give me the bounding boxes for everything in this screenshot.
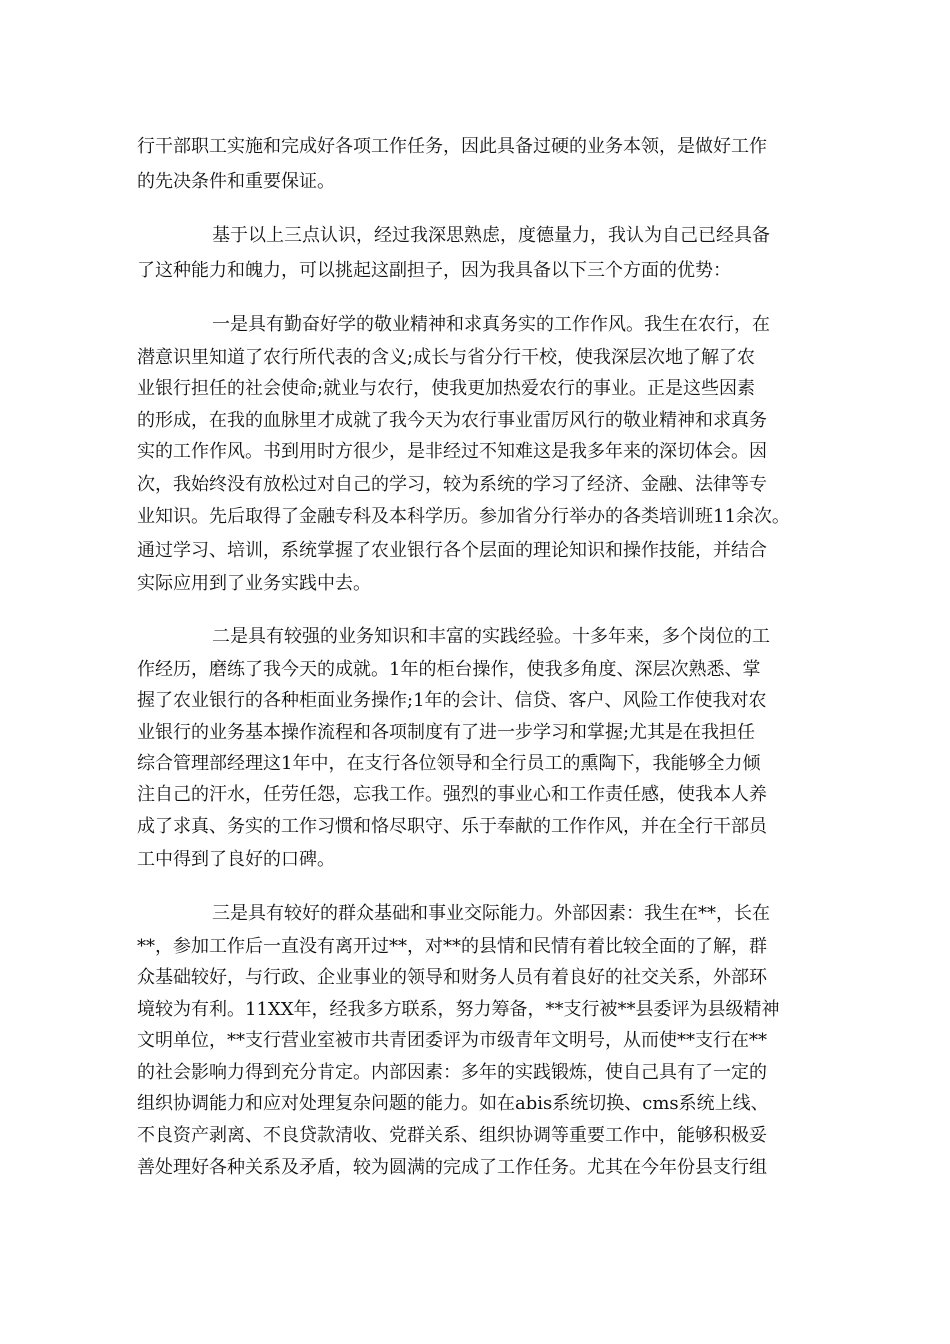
- paragraph-3-line-5: 实的工作作风。书到用时方很少，是非经过不知难这是我多年来的深切体会。因: [137, 441, 767, 462]
- paragraph-4-line-1: 二是具有较强的业务知识和丰富的实践经验。十多年来，多个岗位的工: [212, 626, 770, 647]
- paragraph-3-line-7: 业知识。先后取得了金融专科及本科学历。参加省分行举办的各类培训班11余次。: [137, 506, 790, 527]
- paragraph-4-line-6: 注自己的汗水，任劳任怨，忘我工作。强烈的事业心和工作责任感，使我本人养: [137, 784, 767, 805]
- paragraph-1-line-2: 的先决条件和重要保证。: [137, 171, 335, 192]
- paragraph-3-line-3: 业银行担任的社会使命;就业与农行，使我更加热爱农行的事业。正是这些因素: [137, 378, 756, 399]
- paragraph-3-line-8: 通过学习、培训，系统掌握了农业银行各个层面的理论知识和操作技能，并结合: [137, 540, 767, 561]
- paragraph-4-line-2: 作经历，磨练了我今天的成就。1年的柜台操作，使我多角度、深层次熟悉、掌: [137, 659, 761, 680]
- paragraph-4-line-7: 成了求真、务实的工作习惯和恪尽职守、乐于奉献的工作作风，并在全行干部员: [137, 816, 767, 837]
- paragraph-2-line-1: 基于以上三点认识，经过我深思熟虑，度德量力，我认为自己已经具备: [212, 225, 770, 246]
- paragraph-4-line-5: 综合管理部经理这1年中，在支行各位领导和全行员工的熏陶下，我能够全力倾: [137, 753, 761, 774]
- paragraph-4-line-8: 工中得到了良好的口碑。: [137, 849, 335, 870]
- paragraph-5-line-8: 不良资产剥离、不良贷款清收、党群关系、组织协调等重要工作中，能够积极妥: [137, 1125, 767, 1146]
- paragraph-3-line-4: 的形成，在我的血脉里才成就了我今天为农行事业雷厉风行的敬业精神和求真务: [137, 410, 767, 431]
- paragraph-3-line-2: 潜意识里知道了农行所代表的含义;成长与省分行干校，使我深层次地了解了农: [137, 347, 756, 368]
- paragraph-5-line-2: **，参加工作后一直没有离开过**，对**的县情和民情有着比较全面的了解，群: [137, 936, 767, 957]
- paragraph-5-line-4: 境较为有利。11XX年，经我多方联系，努力筹备，**支行被**县委评为县级精神: [137, 999, 780, 1020]
- paragraph-5-line-1: 三是具有较好的群众基础和事业交际能力。外部因素：我生在**，长在: [212, 903, 770, 924]
- paragraph-3-line-6: 次，我始终没有放松过对自己的学习，较为系统的学习了经济、金融、法律等专: [137, 474, 767, 495]
- paragraph-3-line-9: 实际应用到了业务实践中去。: [137, 573, 371, 594]
- paragraph-4-line-3: 握了农业银行的各种柜面业务操作;1年的会计、信贷、客户、风险工作使我对农: [137, 690, 767, 711]
- paragraph-5-line-9: 善处理好各种关系及矛盾，较为圆满的完成了工作任务。尤其在今年份县支行组: [137, 1157, 767, 1178]
- paragraph-3-line-1: 一是具有勤奋好学的敬业精神和求真务实的工作作风。我生在农行，在: [212, 314, 770, 335]
- paragraph-5-line-5: 文明单位，**支行营业室被市共青团委评为市级青年文明号，从而使**支行在**: [137, 1030, 767, 1051]
- paragraph-5-line-6: 的社会影响力得到充分肯定。内部因素：多年的实践锻炼，使自己具有了一定的: [137, 1062, 767, 1083]
- paragraph-5-line-7: 组织协调能力和应对处理复杂问题的能力。如在abis系统切换、cms系统上线、: [137, 1093, 769, 1114]
- paragraph-5-line-3: 众基础较好，与行政、企业事业的领导和财务人员有着良好的社交关系，外部环: [137, 967, 767, 988]
- paragraph-1-line-1: 行干部职工实施和完成好各项工作任务，因此具备过硬的业务本领，是做好工作: [137, 136, 767, 157]
- paragraph-4-line-4: 业银行的业务基本操作流程和各项制度有了进一步学习和掌握;尤其是在我担任: [137, 722, 756, 743]
- paragraph-2-line-2: 了这种能力和魄力，可以挑起这副担子，因为我具备以下三个方面的优势：: [137, 260, 731, 281]
